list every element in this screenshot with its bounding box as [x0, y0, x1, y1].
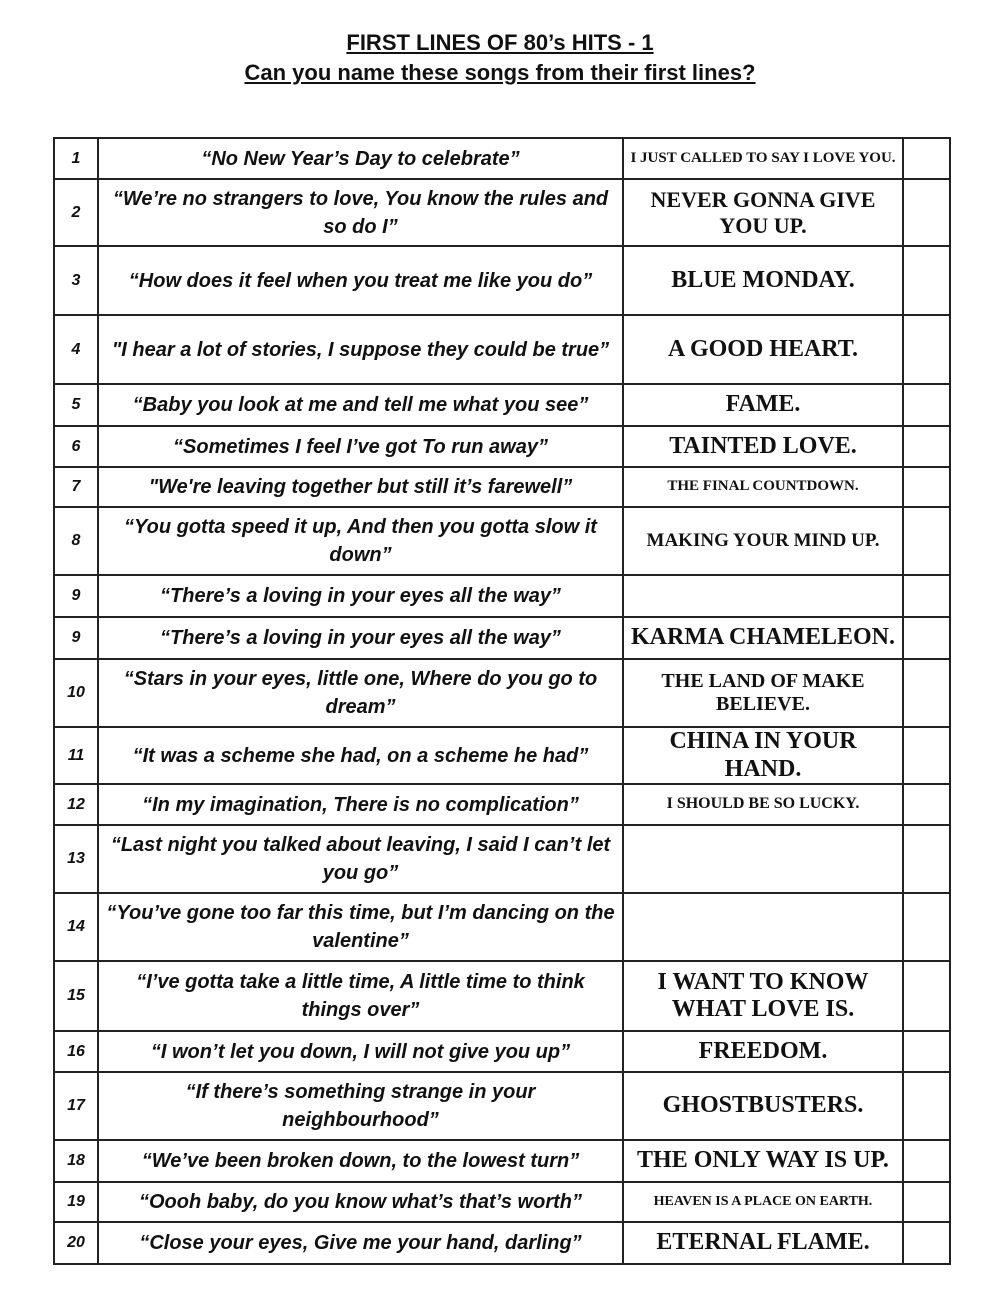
quiz-row [54, 507, 950, 575]
first-line-lyric: “There’s a loving in your eyes all the way” [98, 617, 623, 659]
song-answer: THE ONLY WAY IS UP. [623, 1140, 903, 1182]
score-cell [903, 893, 950, 961]
quiz-row [54, 179, 950, 246]
first-line-lyric: “It was a scheme she had, on a scheme he had” [98, 727, 623, 784]
question-number: 12 [54, 784, 98, 825]
question-number: 13 [54, 825, 98, 893]
question-number: 11 [54, 727, 98, 784]
first-line-lyric: “How does it feel when you treat me like you do” [98, 246, 623, 315]
quiz-row [54, 575, 950, 617]
first-line-lyric: “Oooh baby, do you know what’s that’s worth” [98, 1182, 623, 1222]
song-answer: TAINTED LOVE. [623, 426, 903, 467]
song-answer: HEAVEN IS A PLACE ON EARTH. [623, 1182, 903, 1222]
question-number: 1 [54, 138, 98, 179]
song-answer: KARMA CHAMELEON. [623, 617, 903, 659]
first-line-lyric: “You gotta speed it up, And then you gotta slow it down” [98, 507, 623, 575]
score-cell [903, 246, 950, 315]
question-number: 8 [54, 507, 98, 575]
first-line-lyric: “You’ve gone too far this time, but I’m dancing on the valentine” [98, 893, 623, 961]
question-number: 7 [54, 467, 98, 507]
first-line-lyric: “Stars in your eyes, little one, Where do you go to dream” [98, 659, 623, 727]
song-answer: I WANT TO KNOW WHAT LOVE IS. [623, 961, 903, 1031]
quiz-row [54, 784, 950, 825]
first-line-lyric: “I’ve gotta take a little time, A little time to think things over” [98, 961, 623, 1031]
first-line-lyric: “Baby you look at me and tell me what you see” [98, 384, 623, 426]
first-line-lyric: “There’s a loving in your eyes all the way” [98, 575, 623, 617]
song-answer: I JUST CALLED TO SAY I LOVE YOU. [623, 138, 903, 179]
question-number: 15 [54, 961, 98, 1031]
song-answer: ETERNAL FLAME. [623, 1222, 903, 1264]
question-number: 19 [54, 1182, 98, 1222]
quiz-row [54, 825, 950, 893]
question-number: 2 [54, 179, 98, 246]
quiz-row [54, 1222, 950, 1264]
first-line-lyric: “Sometimes I feel I’ve got To run away” [98, 426, 623, 467]
quiz-row [54, 893, 950, 961]
question-number: 6 [54, 426, 98, 467]
score-cell [903, 617, 950, 659]
first-line-lyric: “No New Year’s Day to celebrate” [98, 138, 623, 179]
score-cell [903, 784, 950, 825]
question-number: 3 [54, 246, 98, 315]
score-cell [903, 1182, 950, 1222]
question-number: 4 [54, 315, 98, 384]
score-cell [903, 467, 950, 507]
score-cell [903, 426, 950, 467]
song-answer [623, 825, 903, 893]
quiz-row [54, 1072, 950, 1140]
first-line-lyric: “We’ve been broken down, to the lowest turn” [98, 1140, 623, 1182]
question-number: 5 [54, 384, 98, 426]
song-answer [623, 575, 903, 617]
first-line-lyric: “I won’t let you down, I will not give you up” [98, 1031, 623, 1072]
quiz-row [54, 727, 950, 784]
question-number: 20 [54, 1222, 98, 1264]
quiz-row [54, 467, 950, 507]
quiz-row [54, 659, 950, 727]
quiz-row [54, 1182, 950, 1222]
worksheet-subtitle: Can you name these songs from their first lines? [244, 60, 756, 85]
score-cell [903, 179, 950, 246]
score-cell [903, 575, 950, 617]
song-answer: NEVER GONNA GIVE YOU UP. [623, 179, 903, 246]
song-answer [623, 893, 903, 961]
first-line-lyric: “Last night you talked about leaving, I said I can’t let you go” [98, 825, 623, 893]
quiz-row [54, 246, 950, 315]
first-line-lyric: "We're leaving together but still it’s farewell” [98, 467, 623, 507]
score-cell [903, 1140, 950, 1182]
quiz-row [54, 138, 950, 179]
song-answer: THE LAND OF MAKE BELIEVE. [623, 659, 903, 727]
first-line-lyric: “Close your eyes, Give me your hand, darling” [98, 1222, 623, 1264]
quiz-row [54, 1140, 950, 1182]
song-answer: THE FINAL COUNTDOWN. [623, 467, 903, 507]
song-answer: CHINA IN YOUR HAND. [623, 727, 903, 784]
quiz-row [54, 617, 950, 659]
worksheet-title: FIRST LINES OF 80’s HITS - 1 [346, 30, 654, 55]
score-cell [903, 659, 950, 727]
song-answer: FAME. [623, 384, 903, 426]
first-line-lyric: "I hear a lot of stories, I suppose they could be true” [98, 315, 623, 384]
song-answer: MAKING YOUR MIND UP. [623, 507, 903, 575]
quiz-table [53, 137, 951, 1265]
score-cell [903, 315, 950, 384]
song-answer: A GOOD HEART. [623, 315, 903, 384]
score-cell [903, 507, 950, 575]
quiz-row [54, 384, 950, 426]
quiz-row [54, 315, 950, 384]
score-cell [903, 727, 950, 784]
first-line-lyric: “If there’s something strange in your neighbourhood” [98, 1072, 623, 1140]
first-line-lyric: “In my imagination, There is no complication” [98, 784, 623, 825]
score-cell [903, 961, 950, 1031]
question-number: 9 [54, 617, 98, 659]
question-number: 17 [54, 1072, 98, 1140]
quiz-row [54, 961, 950, 1031]
question-number: 18 [54, 1140, 98, 1182]
score-cell [903, 1222, 950, 1264]
quiz-row [54, 426, 950, 467]
score-cell [903, 825, 950, 893]
score-cell [903, 1031, 950, 1072]
song-answer: I SHOULD BE SO LUCKY. [623, 784, 903, 825]
quiz-row [54, 1031, 950, 1072]
song-answer: BLUE MONDAY. [623, 246, 903, 315]
first-line-lyric: “We’re no strangers to love, You know the rules and so do I” [98, 179, 623, 246]
question-number: 14 [54, 893, 98, 961]
score-cell [903, 138, 950, 179]
score-cell [903, 1072, 950, 1140]
song-answer: FREEDOM. [623, 1031, 903, 1072]
question-number: 9 [54, 575, 98, 617]
question-number: 16 [54, 1031, 98, 1072]
score-cell [903, 384, 950, 426]
question-number: 10 [54, 659, 98, 727]
song-answer: GHOSTBUSTERS. [623, 1072, 903, 1140]
